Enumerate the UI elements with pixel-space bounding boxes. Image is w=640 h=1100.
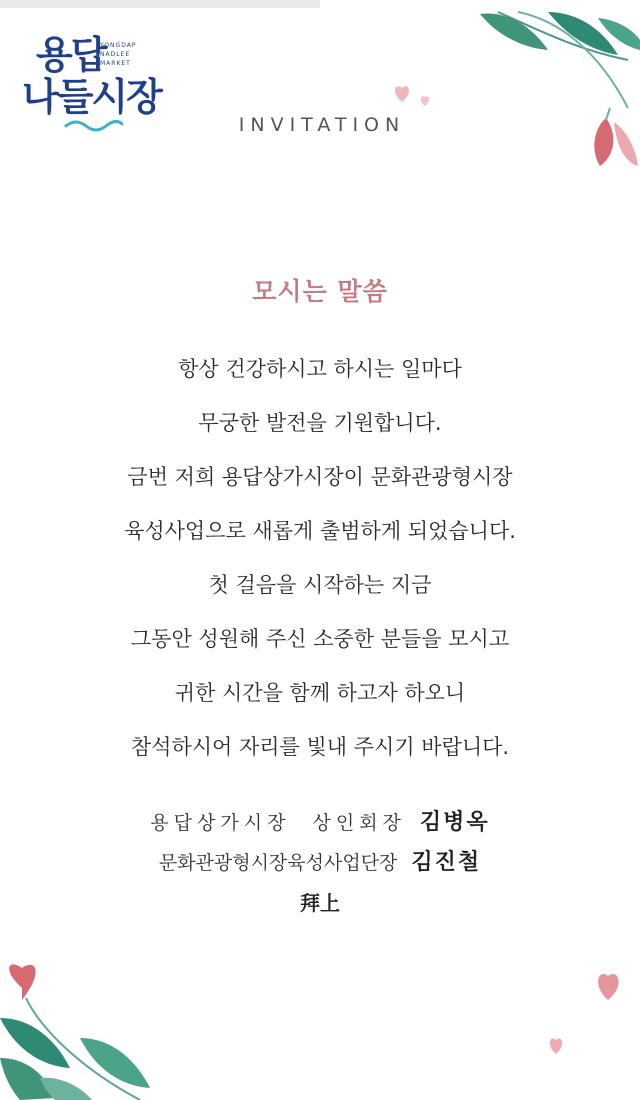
floral-branch-icon [478, 10, 640, 170]
signature-title-1: 용답상가시장 상인회장 [150, 812, 406, 834]
message-line: 참석하시어 자리를 빛내 주시기 바랍니다. [130, 735, 510, 759]
message-line: 금번 저희 용답상가시장이 문화관광형시장 [127, 465, 513, 489]
message-line: 첫 걸음을 시작하는 지금 [208, 573, 432, 597]
top-status-strip [0, 0, 320, 8]
closing-text: 拜上 [300, 891, 340, 915]
message-line: 그동안 성원해 주신 소중한 분들을 모시고 [130, 627, 510, 651]
message-line: 귀한 시간을 함께 하고자 하오니 [174, 681, 466, 705]
logo-line2: 나들시장 [22, 75, 161, 119]
logo-sub-3: MARKET [100, 60, 131, 67]
signature-block [0, 806, 640, 926]
message-line: 무궁한 발전을 기원합니다. [198, 411, 442, 435]
logo-sub-2: NADLEE [100, 51, 131, 58]
invitation-label: INVITATION [238, 114, 406, 136]
signature-name-2: 김진철 [411, 850, 482, 875]
signature-row-2 [0, 846, 640, 886]
bottom-hearts-icon [542, 960, 632, 1060]
signature-row-1 [0, 806, 640, 846]
page-heading: 모시는 말씀 [252, 277, 388, 306]
logo-sub-1: YONGDAP [100, 42, 137, 49]
heart-pair-icon [392, 80, 436, 112]
logo-line1: 용답 [36, 33, 106, 77]
closing-row [0, 886, 640, 926]
bottom-floral-icon [0, 958, 170, 1100]
message-line: 육성사업으로 새롭게 출범하게 되었습니다. [124, 519, 516, 543]
message-line: 항상 건강하시고 하시는 일마다 [178, 357, 462, 381]
signature-name-1: 김병옥 [419, 810, 490, 835]
invitation-message [0, 352, 640, 784]
signature-title-2: 문화관광형시장육성사업단장 [158, 852, 398, 874]
